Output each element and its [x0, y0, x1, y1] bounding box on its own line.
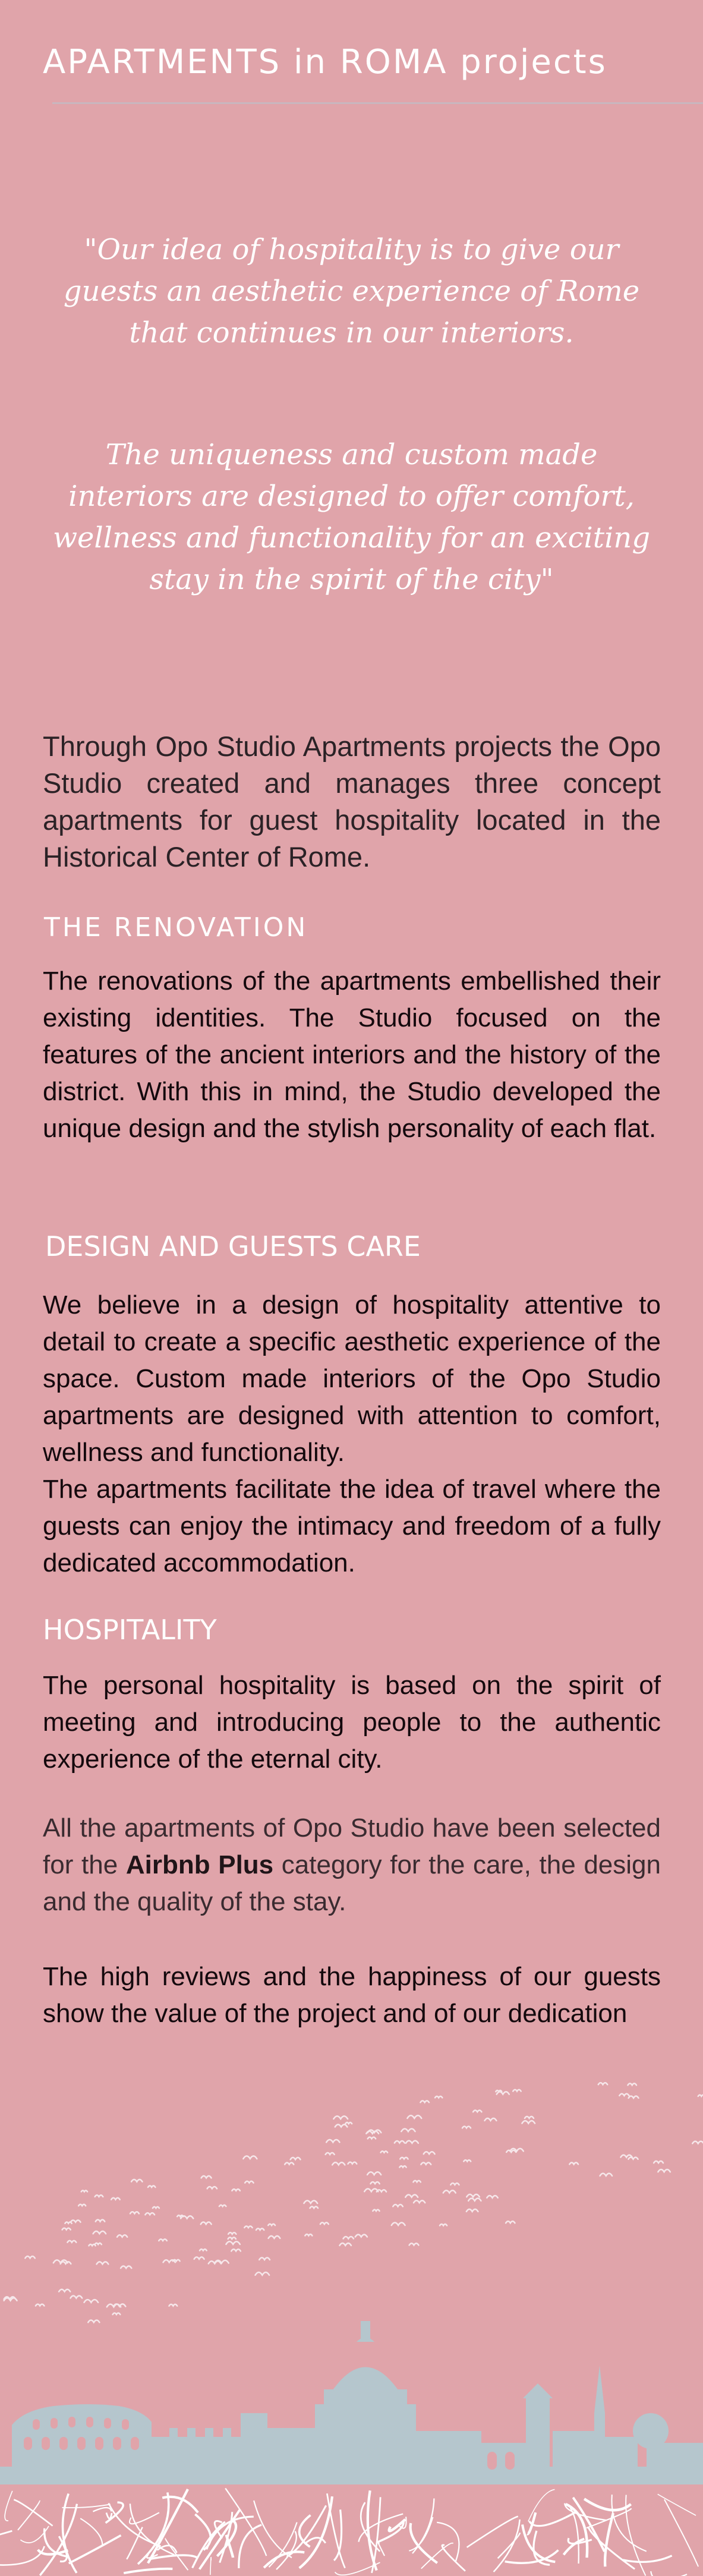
- airbnb-text-after: category for the care, the design and the quality of the stay.: [43, 1850, 661, 1916]
- bird-icon: [61, 2262, 71, 2264]
- hospitality-paragraph: The personal hospitality is based on the spirit of meeting and introducing people to the authentic experience of the eternal city.: [43, 1671, 661, 1774]
- design-care-heading: DESIGN AND GUESTS CARE: [45, 1230, 421, 1262]
- bird-icon: [305, 2234, 312, 2235]
- bird-icon: [399, 2166, 406, 2167]
- bird-icon: [405, 2195, 418, 2197]
- rome-skyline-illustration: [0, 2080, 703, 2576]
- bird-icon: [435, 2096, 442, 2098]
- bird-icon: [93, 2231, 106, 2234]
- bird-icon: [450, 2183, 459, 2185]
- bird-icon: [569, 2162, 578, 2164]
- bird-icon: [466, 2209, 478, 2212]
- bird-icon: [97, 2262, 109, 2264]
- bird-icon: [355, 2234, 367, 2237]
- bird-icon: [340, 2243, 351, 2246]
- bird-icon: [443, 2190, 456, 2193]
- bird-icon: [159, 2239, 166, 2241]
- header-divider: [52, 102, 703, 104]
- bird-icon: [487, 2196, 497, 2198]
- bird-icon: [304, 2200, 317, 2203]
- bird-icon: [200, 2249, 207, 2250]
- bird-icon: [409, 2243, 419, 2245]
- renovation-heading: THE RENOVATION: [44, 912, 308, 943]
- bird-icon: [96, 2220, 105, 2222]
- bird-icon: [228, 2232, 236, 2234]
- bird-icon: [364, 2189, 378, 2192]
- bird-icon: [285, 2163, 294, 2165]
- bird-icon: [654, 2161, 663, 2163]
- bird-icon: [497, 2092, 509, 2094]
- bird-icon: [326, 2140, 339, 2142]
- bird-icon: [131, 2180, 142, 2182]
- bird-icon: [473, 2110, 481, 2112]
- bird-icon: [332, 2162, 345, 2165]
- bird-icon: [59, 2290, 70, 2292]
- bird-icon: [401, 2128, 415, 2131]
- city-map-band: [0, 2484, 703, 2576]
- bird-icon: [95, 2195, 103, 2197]
- bird-icon: [65, 2222, 71, 2224]
- design-care-paragraph-2: The apartments facilitate the idea of travel where the guests can enjoy the intimacy and freedom of a fully dedicated accommodation.: [43, 1475, 661, 1577]
- bird-icon: [84, 2300, 99, 2303]
- bird-icon: [335, 2124, 348, 2127]
- bird-icon: [522, 2121, 535, 2123]
- bird-icon: [485, 2118, 497, 2121]
- design-care-paragraph-1: We believe in a design of hospitality attentive to detail to create a specific aesthetic experience of the space. Custom made interiors of the Opo Studio apartments are designed with attention to comfort, wellness and functionality.: [43, 1290, 661, 1467]
- intro-paragraph: Through Opo Studio Apartments projects the Opo Studio created and manages three concept apartments for guest hospitality located in the Historical Center of Rome.: [43, 730, 661, 873]
- bird-icon: [466, 2194, 480, 2197]
- bird-icon: [658, 2169, 670, 2172]
- bird-icon: [148, 2185, 155, 2187]
- bird-icon: [424, 2152, 435, 2154]
- bird-icon: [395, 2141, 405, 2143]
- bird-icon: [207, 2187, 217, 2188]
- bird-icon: [619, 2094, 629, 2096]
- bird-icon: [232, 2189, 240, 2191]
- bird-icon: [36, 2304, 44, 2306]
- bird-icon: [243, 2156, 257, 2159]
- bird-icon: [25, 2256, 34, 2258]
- page-title: APARTMENTS in ROMA projects: [43, 43, 607, 81]
- airbnb-text-before: All the apartments of Opo Studio have been selected for the: [43, 1813, 661, 1879]
- bird-icon: [348, 2162, 357, 2164]
- quote-second: The uniqueness and custom made interiors are designed to offer comfort, wellness and functionality for an exciting stay in the spirit of the city": [52, 438, 651, 596]
- bird-icon: [629, 2096, 639, 2098]
- bird-icon: [407, 2115, 421, 2118]
- bird-icon: [525, 2117, 534, 2118]
- skyline-silhouette: [0, 2321, 703, 2484]
- bird-icon: [169, 2304, 177, 2306]
- bird-icon: [201, 2222, 212, 2225]
- reviews-paragraph: The high reviews and the happiness of our guests show the value of the project and of our dedication: [43, 1962, 661, 2028]
- bird-icon: [371, 2182, 380, 2184]
- airbnb-plus-label: Airbnb Plus: [125, 1850, 274, 1879]
- bird-icon: [506, 2221, 515, 2223]
- bird-icon: [111, 2198, 120, 2200]
- bird-icon: [62, 2228, 71, 2230]
- bird-icon: [343, 2237, 354, 2238]
- bird-icon: [698, 2095, 703, 2096]
- bird-icon: [464, 2160, 471, 2161]
- bird-icon: [244, 2226, 252, 2228]
- hospitality-heading: HOSPITALITY: [43, 1614, 217, 1646]
- bird-icon: [81, 2190, 87, 2191]
- bird-icon: [268, 2224, 275, 2225]
- bird-icon: [406, 2141, 418, 2143]
- bird-icon: [420, 2101, 429, 2102]
- bird-icon: [121, 2266, 131, 2268]
- bird-icon: [78, 2205, 86, 2206]
- bird-icon: [320, 2222, 329, 2224]
- bird-icon: [219, 2205, 226, 2206]
- bird-icon: [462, 2127, 471, 2128]
- quote-first: "Our idea of hospitality is to give our guests an aesthetic experience of Rome that continues in our interiors.: [63, 233, 640, 349]
- airbnb-paragraph: [43, 1810, 661, 1920]
- bird-icon: [67, 2241, 76, 2243]
- bird-icon: [333, 2116, 348, 2119]
- bird-icon: [600, 2174, 612, 2176]
- bird-icon: [145, 2213, 155, 2215]
- bird-icon: [117, 2235, 127, 2237]
- bird-icon: [95, 2243, 102, 2244]
- bird-icon: [367, 2172, 381, 2175]
- bird-icon: [228, 2237, 236, 2239]
- bird-icon: [153, 2207, 159, 2208]
- bird-icon: [628, 2157, 638, 2159]
- bird-icon: [381, 2151, 388, 2152]
- bird-icon: [392, 2222, 405, 2225]
- bird-icon: [226, 2241, 239, 2244]
- bird-icon: [256, 2272, 270, 2275]
- bird-icon: [421, 2162, 431, 2164]
- bird-icon: [163, 2260, 175, 2262]
- bird-icon: [373, 2210, 379, 2211]
- bird-icon: [291, 2158, 301, 2159]
- bird-icon: [130, 2212, 139, 2213]
- bird-icon: [598, 2083, 607, 2084]
- bird-icon: [393, 2205, 403, 2206]
- bird-icon: [368, 2137, 376, 2139]
- bird-icon: [181, 2216, 193, 2218]
- bird-icon: [692, 2142, 703, 2144]
- bird-icon: [413, 2181, 420, 2182]
- bird-icon: [400, 2158, 408, 2159]
- bird-icon: [269, 2236, 280, 2238]
- bird-icon: [468, 2199, 481, 2201]
- design-care-block: [43, 1287, 661, 1582]
- bird-icon: [88, 2320, 99, 2322]
- birds-flock-icon: [0, 2083, 703, 2322]
- bird-icon: [345, 2122, 352, 2124]
- bird-icon: [310, 2206, 319, 2208]
- bird-icon: [245, 2181, 253, 2183]
- bird-icon: [231, 2249, 241, 2251]
- bird-icon: [201, 2176, 212, 2178]
- bird-icon: [628, 2083, 636, 2085]
- bird-icon: [440, 2224, 447, 2225]
- bird-icon: [259, 2257, 270, 2260]
- bird-icon: [194, 2257, 204, 2259]
- bird-icon: [256, 2228, 264, 2230]
- bird-icon: [70, 2296, 82, 2298]
- bird-icon: [71, 2220, 81, 2222]
- bird-icon: [326, 2153, 335, 2155]
- renovation-paragraph: The renovations of the apartments embellished their existing identities. The Studio focused on the features of the ancient interiors and the history of the district. With this in mind, the Studio developed the unique design and the stylish personality of each flat.: [43, 966, 661, 1143]
- bird-icon: [414, 2200, 425, 2203]
- bird-icon: [113, 2313, 121, 2314]
- bird-icon: [513, 2090, 521, 2092]
